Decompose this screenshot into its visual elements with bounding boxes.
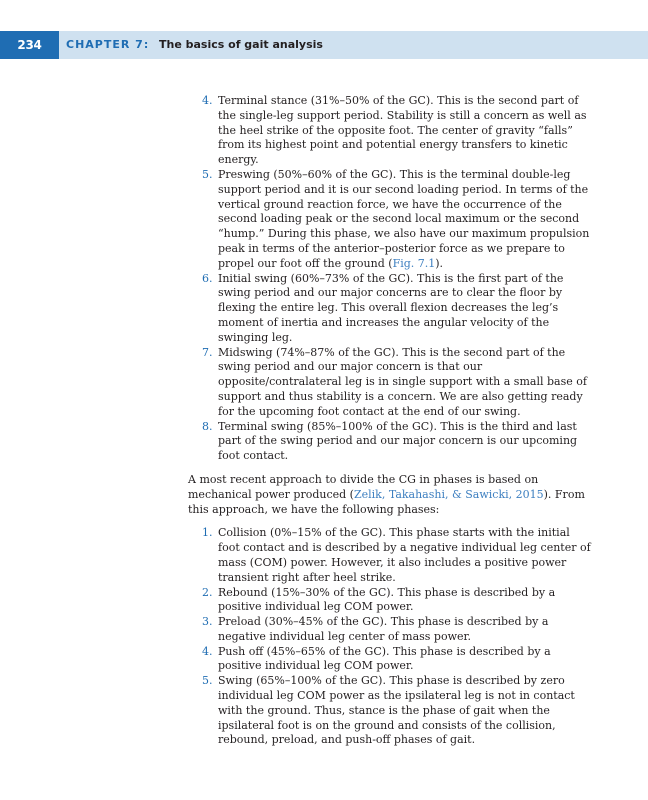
chapter-label: CHAPTER 7: [66, 38, 150, 51]
citation-link[interactable]: Zelik, Takahashi, & Sawicki, 2015 [353, 487, 544, 501]
list-number: 6. [202, 271, 213, 285]
list-text: Preswing (50%–60% of the GC). This is the terminal double-leg support period and it is our second loading period. In terms of the vertical ground reaction force, we have the occurrence of the second loading peak or the second local maximum or the second “hump.” During this phase, we also have our maximum propulsion peak in terms of the anterior–posterior force as we prepare to propel our foot off the ground ( [218, 167, 590, 270]
list-number: 7. [202, 345, 213, 359]
paragraph-text-end: ). From this approach, we have the following phases: [188, 487, 585, 516]
list-number: 5. [202, 167, 213, 181]
body-paragraph [188, 473, 593, 517]
list-number: 1. [202, 526, 213, 540]
list-number: 3. [202, 615, 213, 629]
list-item [188, 586, 593, 616]
list-number: 8. [202, 419, 213, 433]
list-number: 5. [202, 674, 213, 688]
page-body [188, 94, 593, 748]
chapter-title: The basics of gait analysis [159, 38, 323, 51]
running-header [0, 31, 648, 59]
list-item [188, 272, 593, 346]
list-text: Midswing (74%–87% of the GC). This is the second part of the swing period and our major concern is that our opposite/contralateral leg is in single support with a small base of support and thus stability is a concern. We are also getting ready for the upcoming foot contact at the end of our swing. [218, 345, 587, 418]
list-text: Collision (0%–15% of the GC). This phase starts with the initial foot contact and is described by a negative individual leg center of mass (COM) power. However, it also includes a positive power transient right after heel strike. [218, 526, 591, 584]
list-item [188, 645, 593, 675]
list-number: 2. [202, 585, 213, 599]
list-text: Initial swing (60%–73% of the GC). This is the first part of the swing period and our major concerns are to clear the floor by flexing the entire leg. This overall flexion decreases the leg’s moment of inertia and increases the angular velocity of the swinging leg. [218, 271, 564, 344]
list-item [188, 615, 593, 645]
list-text: Terminal swing (85%–100% of the GC). This is the third and last part of the swing period and our major concern is our upcoming foot contact. [218, 419, 578, 463]
list-item [188, 674, 593, 748]
figure-link[interactable]: Fig. 7.1 [392, 256, 436, 270]
list-number: 4. [202, 644, 213, 658]
paragraph-text: A most recent approach to divide the CG in phases is based on mechanical power produced ( [188, 472, 539, 501]
page-number: 234 [0, 31, 59, 59]
list-text-end: ). [435, 256, 444, 270]
gait-phase-list [188, 94, 593, 464]
list-item [188, 94, 593, 168]
list-text: Push off (45%–65% of the GC). This phase is described by a positive individual leg COM power. [218, 644, 551, 673]
list-number: 4. [202, 94, 213, 107]
list-text: Terminal stance (31%–50% of the GC). This is the second part of the single-leg support period. Stability is still a concern as well as the heel strike of the opposite foot. The center of gravity “falls” from its highest point and potential energy transfers to kinetic energy. [218, 94, 587, 167]
list-item [188, 346, 593, 420]
list-text: Rebound (15%–30% of the GC). This phase is described by a positive individual leg COM power. [218, 585, 556, 614]
list-item [188, 168, 593, 272]
list-item [188, 420, 593, 464]
list-item [188, 526, 593, 585]
list-text: Preload (30%–45% of the GC). This phase is described by a negative individual leg center of mass power. [218, 615, 549, 643]
power-phase-list [188, 526, 593, 748]
list-text: Swing (65%–100% of the GC). This phase is described by zero individual leg COM power as the ipsilateral leg is not in contact with the ground. Thus, stance is the phase of gait when the ipsilateral foot is on the ground and consists of the collision, rebound, preload, and push-off phases of gait. [218, 674, 575, 747]
